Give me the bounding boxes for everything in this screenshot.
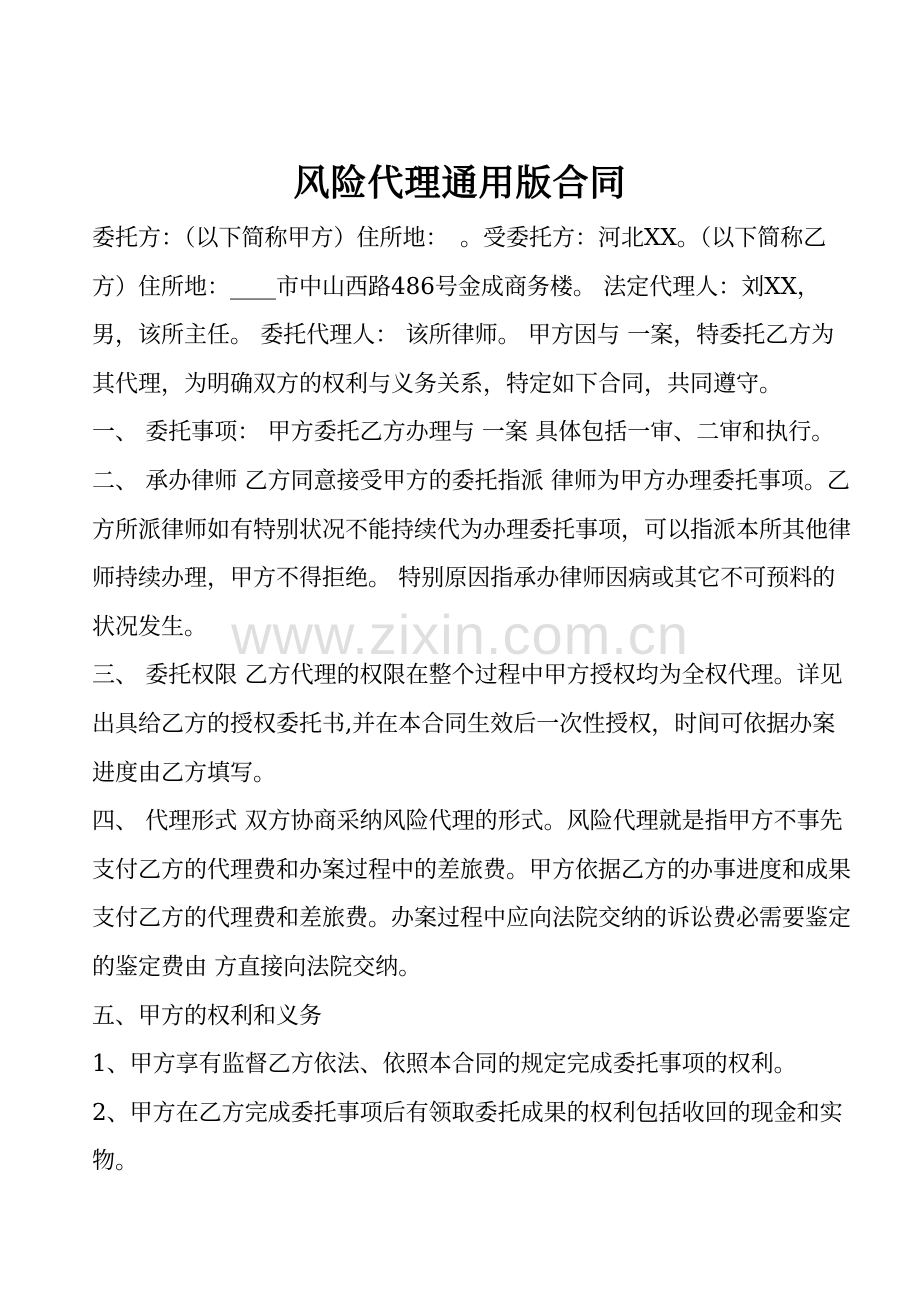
paragraph-section-5-item-1: 1、甲方享有监督乙方依法、依照本合同的规定完成委托事项的权利。 — [92, 1051, 797, 1078]
watermark: www.zixin.com.cn — [231, 603, 689, 666]
document-title: 风险代理通用版合同 — [293, 163, 627, 204]
paragraph-section-5-heading: 五、甲方的权利和义务 — [92, 1002, 322, 1029]
document-body — [92, 214, 854, 1186]
paragraph-section-3: 三、 委托权限 乙方代理的权限在整个过程中甲方授权均为全权代理。详见出具给乙方的授权委托书,并在本合同生效后一次性授权，时间可依据办案进度由乙方填写。 — [92, 662, 843, 786]
paragraph-section-4: 四、 代理形式 双方协商采纳风险代理的形式。风险代理就是指甲方不事先支付乙方的代理费和办案过程中的差旅费。甲方依据乙方的办事进度和成果支付乙方的代理费和差旅费。办案过程中应向法院交纳的诉讼费必需要鉴定的鉴定费由 方直接向法院交纳。 — [92, 808, 851, 980]
paragraph-parties: 委托方：（以下简称甲方）住所地： 。受委托方：河北XX。（以下简称乙方）住所地：____市中山西路486号金成商务楼。 法定代理人：刘XX，男，该所主任。 委托代理人： 该所律师。 甲方因与 一案，特委托乙方为其代理，为明确双方的权利与义务关系，特定如下合同，共同遵守。 — [92, 225, 835, 397]
paragraph-section-5-item-2: 2、甲方在乙方完成委托事项后有领取委托成果的权利包括收回的现金和实物。 — [92, 1099, 843, 1175]
paragraph-section-2: 二、 承办律师 乙方同意接受甲方的委托指派 律师为甲方办理委托事项。乙方所派律师如有特别状况不能持续代为办理委托事项，可以指派本所其他律师持续办理，甲方不得拒绝。 特别原因指承办律师因病或其它不可预料的状况发生。 — [92, 467, 851, 640]
paragraph-section-1: 一、 委托事项： 甲方委托乙方办理与 一案 具体包括一审、二审和执行。 — [92, 419, 835, 446]
